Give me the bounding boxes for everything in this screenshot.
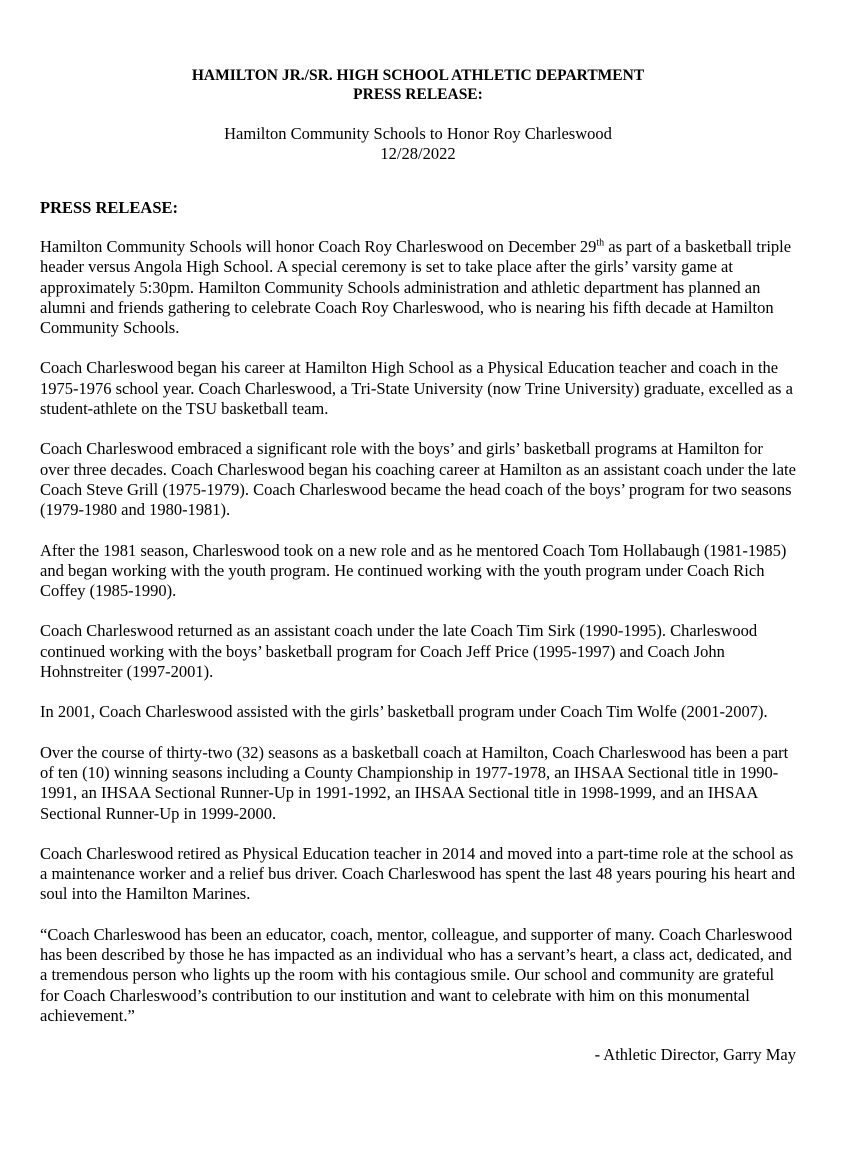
header-press-release: PRESS RELEASE: [353, 86, 483, 103]
paragraph-youth-program: After the 1981 season, Charleswood took on a new role and as he mentored Coach Tom Hollabaugh (1981-1985) and began working with the youth program. He continued working with the youth program under Coach Rich Coffey (1985-1990). [40, 540, 787, 601]
document-subheader [40, 124, 796, 164]
press-release-page [40, 66, 796, 1065]
document-header [40, 66, 796, 104]
intro-text-end: as part of a basketball triple header versus Angola High School. A special ceremony is set to take place after the girls’ varsity game at approximately 5:30pm. Hamilton Community Schools administration and athletic department has planned an alumni and friends gathering to celebrate Coach Roy Charleswood, who is nearing his fifth decade at Hamilton Community Schools. [40, 237, 792, 338]
paragraph-retirement: Coach Charleswood retired as Physical Education teacher in 2014 and moved into a part-time role at the school as a maintenance worker and a relief bus driver. Coach Charleswood has spent the last 48 years pouring his heart and soul into the Hamilton Marines. [40, 843, 796, 904]
paragraph-assistant-coach: Coach Charleswood returned as an assistant coach under the late Coach Tim Sirk (1990-1995). Charleswood continued working with the boys’ basketball program for Coach Jeff Price (1995-1997) and Coach John Hohnstreiter (1997-2001). [40, 621, 758, 682]
header-school-name: HAMILTON JR./SR. HIGH SCHOOL ATHLETIC DEPARTMENT [191, 67, 645, 84]
paragraph-coaching-role: Coach Charleswood embraced a significant role with the boys’ and girls’ basketball programs at Hamilton for over three decades. Coach Charleswood began his coaching career at Hamilton as an assistant coach under the late Coach Steve Grill (1975-1979). Coach Charleswood became the head coach of the boys’ program for two seasons (1979-1980 and 1980-1981). [40, 439, 796, 520]
paragraph-achievements: Over the course of thirty-two (32) seasons as a basketball coach at Hamilton, Coach Charleswood has been a part of ten (10) winning seasons including a County Championship in 1977-1978, an IHSAA Sectional title in 1990-1991, an IHSAA Sectional Runner-Up in 1991-1992, an IHSAA Sectional title in 1998-1999, and an IHSAA Sectional Runner-Up in 1999-2000. [40, 742, 789, 823]
release-title: Hamilton Community Schools to Honor Roy Charleswood [224, 124, 612, 143]
section-label: PRESS RELEASE: [40, 198, 179, 217]
intro-text-start: Hamilton Community Schools will honor Coach Roy Charleswood on December 29 [40, 237, 597, 256]
ordinal-suffix: th [596, 237, 605, 249]
paragraph-career-start: Coach Charleswood began his career at Hamilton High School as a Physical Education teacher and coach in the 1975-1976 school year. Coach Charleswood, a Tri-State University (now Trine University) graduate, excelled as a student-athlete on the TSU basketball team. [40, 358, 793, 419]
release-date: 12/28/2022 [380, 144, 456, 163]
signature: - Athletic Director, Garry May [594, 1045, 796, 1065]
paragraph-girls-program: In 2001, Coach Charleswood assisted with the girls’ basketball program under Coach Tim Wolfe (2001-2007). [40, 702, 768, 722]
paragraph-quote: “Coach Charleswood has been an educator, coach, mentor, colleague, and supporter of many. Coach Charleswood has been described by those he has impacted as an individual who has a servant’s heart, a class act, dedicated, and a tremendous person who lights up the room with his contagious smile. Our school and community are grateful for Coach Charleswood’s contribution to our institution and want to celebrate with him on this monumental achievement.” [40, 924, 793, 1025]
paragraph-intro [40, 237, 796, 338]
